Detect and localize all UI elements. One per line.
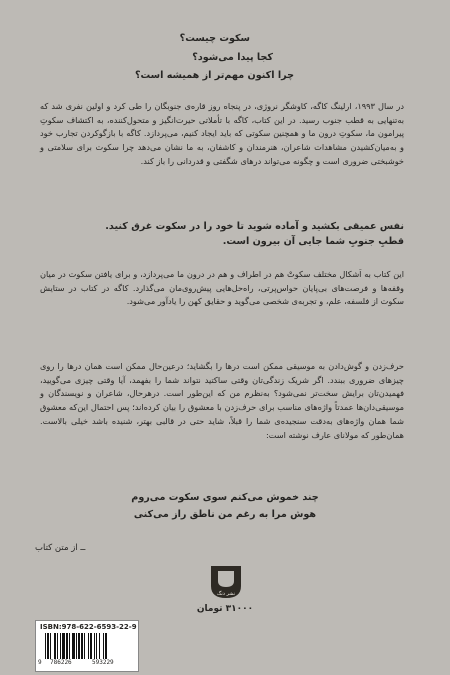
logo-inner-shape	[218, 571, 234, 587]
intro-paragraph: در سال ۱۹۹۳، ارلینگ کاگه، کاوشگر نروژی، در پنجاه روز قاره‌ی جنوبگان را طی کرد و اولین نفری شد که به‌تنهایی به قطب جنوب رسید. در این کتاب، کاگه با تأملاتی حیرت‌انگیز و متحول‌کننده، به اکتشاف سکوتِ پیرامون ما، سکوتِ درون ما و همچنین سکوتی که باید ایجاد کنیم، می‌پردازد. کاگه با بازگوکردن تجارب خود و به‌میان‌کشیدن مشاهدات شاعران، هنرمندان و کاشفان، به ما نشان می‌دهد چرا سکوت برای سلامتی و خوشبختی ضروری است و چگونه می‌تواند درهای شگفتی و قدردانی را باز کند.	[40, 101, 404, 166]
barcode-bar	[81, 633, 83, 659]
highlight-quote	[40, 219, 404, 249]
rumi-poem	[0, 490, 450, 523]
barcode-bar	[88, 633, 89, 659]
source-note: ــ از متن کتاب	[35, 543, 86, 553]
barcode-digits-right: 593229	[92, 659, 114, 666]
isbn-label: ISBN:978-622-6593-22-9	[40, 623, 137, 631]
barcode	[35, 620, 139, 672]
poem-line-1: چند خموش می‌کنم سوی سکوت می‌روم	[131, 492, 319, 503]
barcode-digit-first: 9	[38, 659, 42, 666]
logo-text: نشر دنگ	[216, 591, 236, 597]
poem-line-2: هوش مرا به رغم من ناطق راز می‌کنی	[133, 508, 317, 520]
barcode-bar	[90, 633, 92, 659]
barcode-bars	[45, 633, 131, 659]
publisher-logo	[205, 560, 247, 602]
barcode-bar	[76, 633, 77, 659]
question-3: چرا اکنون مهم‌تر از همیشه است؟	[134, 70, 294, 81]
barcode-bar	[47, 633, 49, 659]
excerpt-paragraph: حرف‌زدن و گوش‌دادن به موسیقی ممکن است درها را بگشاید؛ درعین‌حال ممکن است همان درها را روی چیزهای ضروری ببندد. اگر شریک زندگی‌تان وقتی ساکتید نتواند شما را بفهمد، آیا وقتی چیزی می‌گویید، فهمیدن‌تان برایش سخت‌تر نمی‌شود؟ به‌نظرم من که این‌طور است. درهرحال، شاعران و نویسندگان و موسیقی‌دان‌ها عمدتاً واژه‌های مناسب برای حرف‌زدن با معشوق را بیان کرده‌اند؛ پس احتمال این‌که معشوق شما همان واژه‌های به‌دقت سنجیده‌ی شما را قبلاً، شاید حتی در قالبی بهتر، شنیده باشد خیلی بالاست. همان‌طور که مولانای عارف نوشته است:	[40, 361, 404, 440]
barcode-digits-left: 786226	[50, 659, 72, 666]
barcode-bar	[60, 633, 61, 659]
barcode-bar	[84, 633, 85, 659]
quote-line-1: نفس عمیقی بکشید و آماده شوید تا خود را در سکوت غرق کنید.	[105, 221, 404, 232]
barcode-bar	[103, 633, 104, 659]
barcode-bar	[105, 633, 107, 659]
quote-line-2: قطبِ جنوبِ شما جایی آن بیرون است.	[222, 236, 404, 247]
barcode-bar	[99, 633, 100, 659]
barcode-bar	[78, 633, 80, 659]
barcode-bar	[96, 633, 97, 659]
barcode-bar	[72, 633, 75, 659]
question-1: سکوت چیست؟	[179, 33, 250, 44]
barcode-bar	[50, 633, 51, 659]
barcode-bar	[94, 633, 95, 659]
question-2: کجا پیدا می‌شود؟	[192, 52, 273, 63]
book-description-paragraph: این کتاب به اَشکال مختلف سکوتْ هم در اطراف و هم در درون ما می‌پردازد، و برای یافتن سکوت در میان وقفه‌ها و فرصت‌های بی‌پایان حواس‌پرتی، راه‌حل‌هایی پیش‌روی‌مان می‌گذارد. کاگه در کتاب در ستایش سکوت از فلسفه، علم، و تجربه‌ی شخصی می‌گوید و حقایق کهن را یادآور می‌شود.	[40, 269, 404, 307]
barcode-bar	[54, 633, 56, 659]
barcode-bar	[62, 633, 65, 659]
barcode-bar	[66, 633, 68, 659]
barcode-bar	[45, 633, 46, 659]
barcode-bar	[69, 633, 70, 659]
price-label: ۳۱۰۰۰ تومان	[196, 604, 254, 614]
barcode-bar	[57, 633, 58, 659]
